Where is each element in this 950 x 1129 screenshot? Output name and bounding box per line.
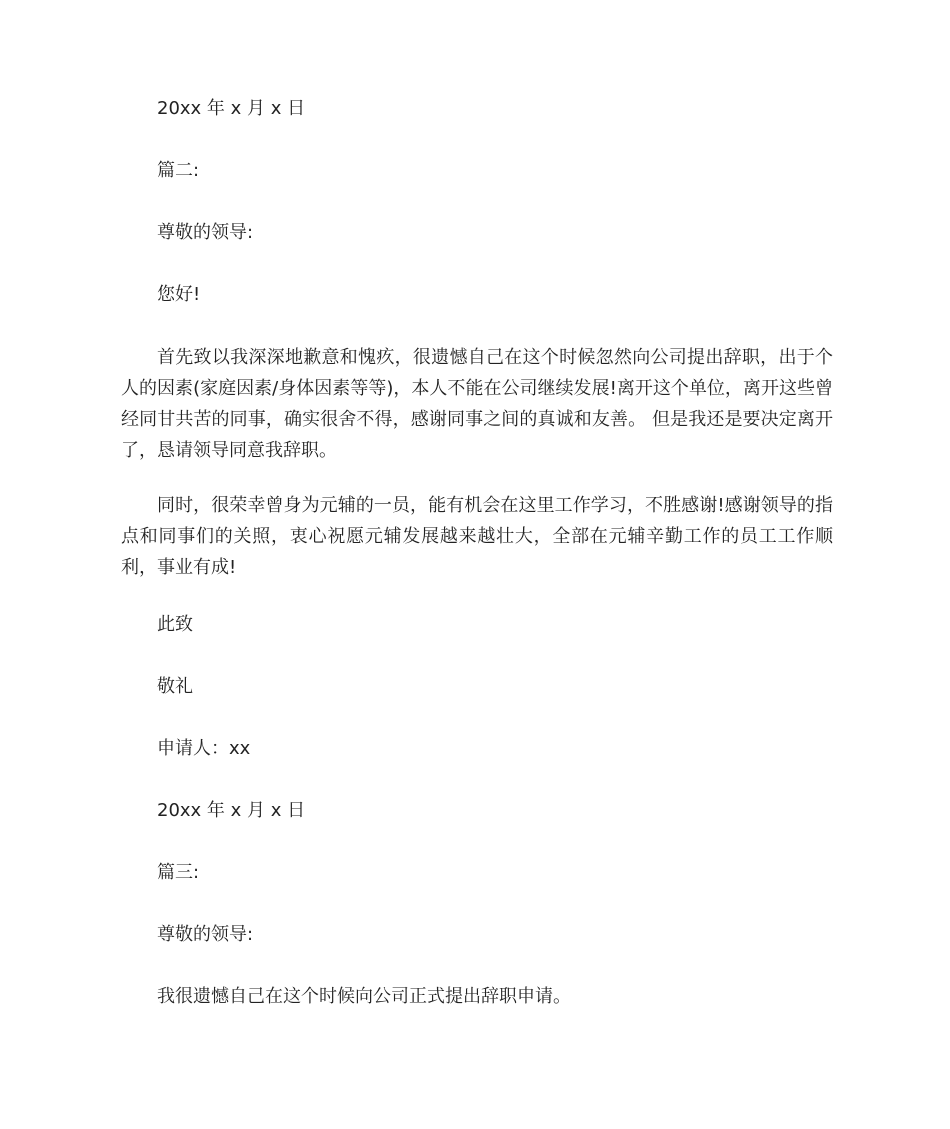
body-paragraph-1: 首先致以我深深地歉意和愧疚，很遗憾自己在这个时候忽然向公司提出辞职，出于个人的因素(家庭因素/身体因素等等)，本人不能在公司继续发展!离开这个单位，离开这些曾经同甘共苦的同事，确实很舍不得，感谢同事之间的真诚和友善。 但是我还是要决定离开了，恳请领导同意我辞职。 (121, 347, 833, 461)
body-paragraph-3: 我很遗憾自己在这个时候向公司正式提出辞职申请。 (157, 986, 571, 1007)
greeting: 您好! (157, 284, 201, 305)
body-paragraph-2: 同时，很荣幸曾身为元辅的一员，能有机会在这里工作学习，不胜感谢!感谢领导的指点和同事们的关照，衷心祝愿元辅发展越来越壮大，全部在元辅辛勤工作的员工工作顺利，事业有成! (121, 495, 833, 578)
section-heading-3: 篇三: (157, 862, 200, 883)
applicant-line: 申请人：xx (157, 738, 251, 759)
closing-line-1: 此致 (157, 614, 193, 635)
salutation: 尊敬的领导: (157, 222, 254, 243)
section-heading-2: 篇二: (157, 160, 200, 181)
salutation-3: 尊敬的领导: (157, 924, 254, 945)
date-line: 20xx 年 x 月 x 日 (157, 98, 306, 119)
date-line-bottom: 20xx 年 x 月 x 日 (157, 800, 306, 821)
closing-line-2: 敬礼 (157, 676, 193, 697)
